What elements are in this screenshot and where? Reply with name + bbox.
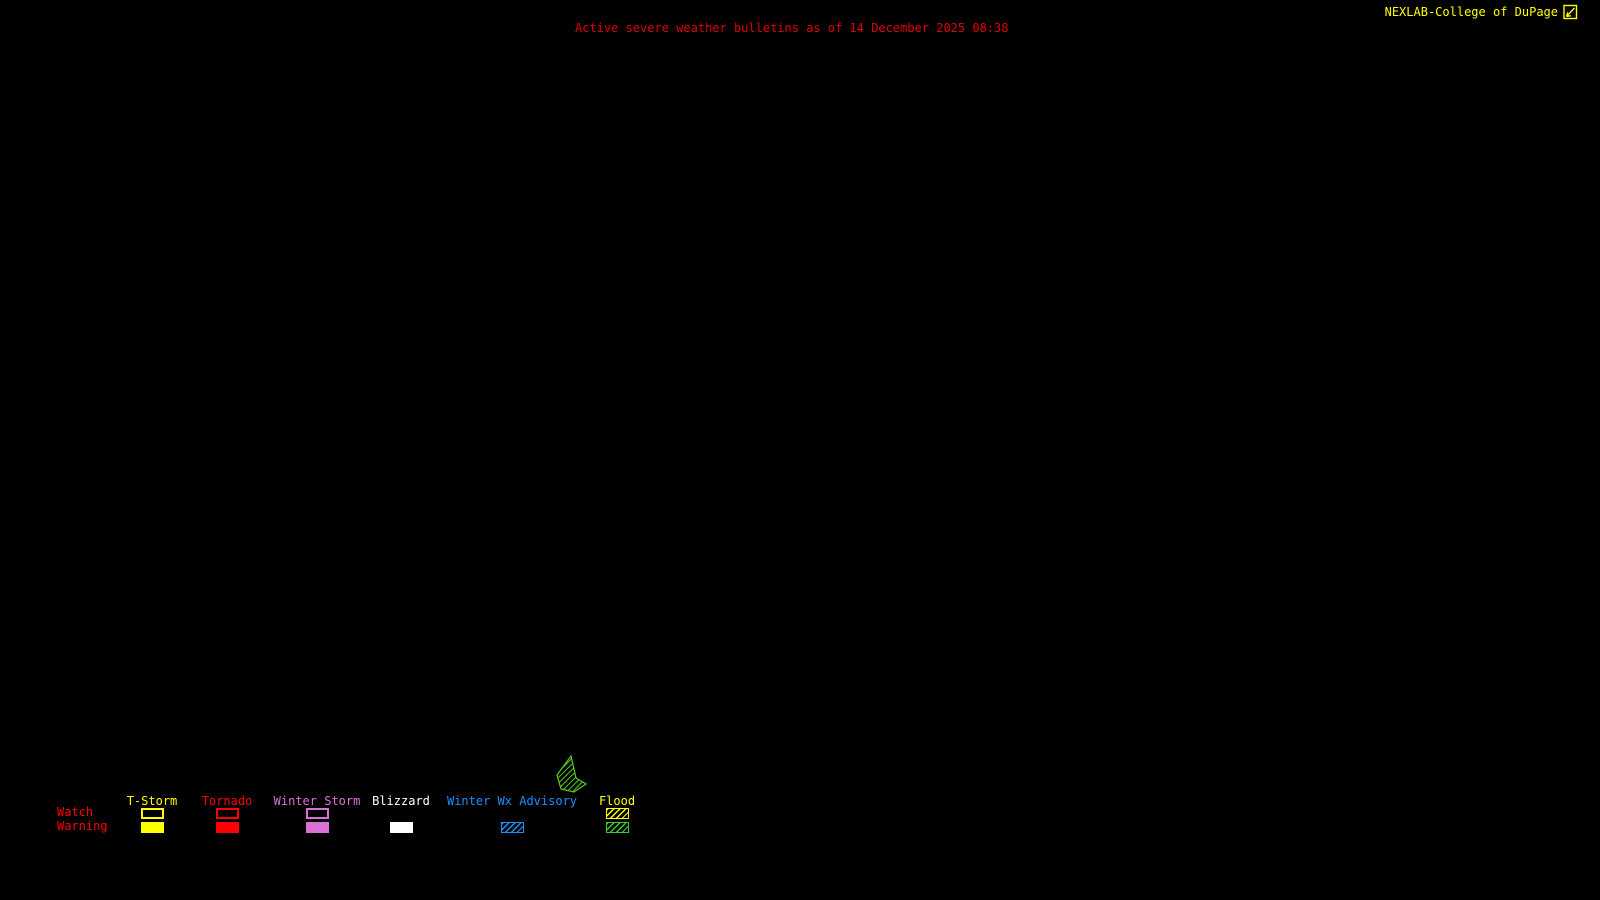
legend-item-label: Winter Wx Advisory (446, 794, 578, 808)
page-title: Active severe weather bulletins as of 14 December 2025 08:38 (575, 21, 1009, 35)
legend-watch-row-label: Watch (57, 805, 94, 819)
legend-warning-row-label: Warning (57, 819, 108, 833)
tornado-watch-swatch (216, 808, 239, 819)
legend-item-flood (537, 795, 697, 836)
credit-text: NEXLAB-College of DuPage (1384, 4, 1558, 19)
legend-item-label: Blizzard (372, 794, 430, 808)
box-diagonal-arrow-icon (1563, 4, 1578, 20)
tornado-warning-swatch (216, 822, 239, 833)
legend-item-label: Tornado (201, 794, 253, 808)
blizzard-warning-swatch (390, 822, 413, 833)
legend-item-label: Flood (598, 794, 636, 808)
legend-item-label: T-Storm (126, 794, 178, 808)
winter-wx-advisory-warning-swatch (501, 822, 524, 833)
flood-watch-swatch (606, 808, 629, 819)
flood-warning-swatch (606, 822, 629, 833)
flood-warning-polygon (553, 754, 589, 794)
credit-line (1385, 4, 1578, 20)
legend-item-label: Winter Storm (273, 794, 361, 808)
